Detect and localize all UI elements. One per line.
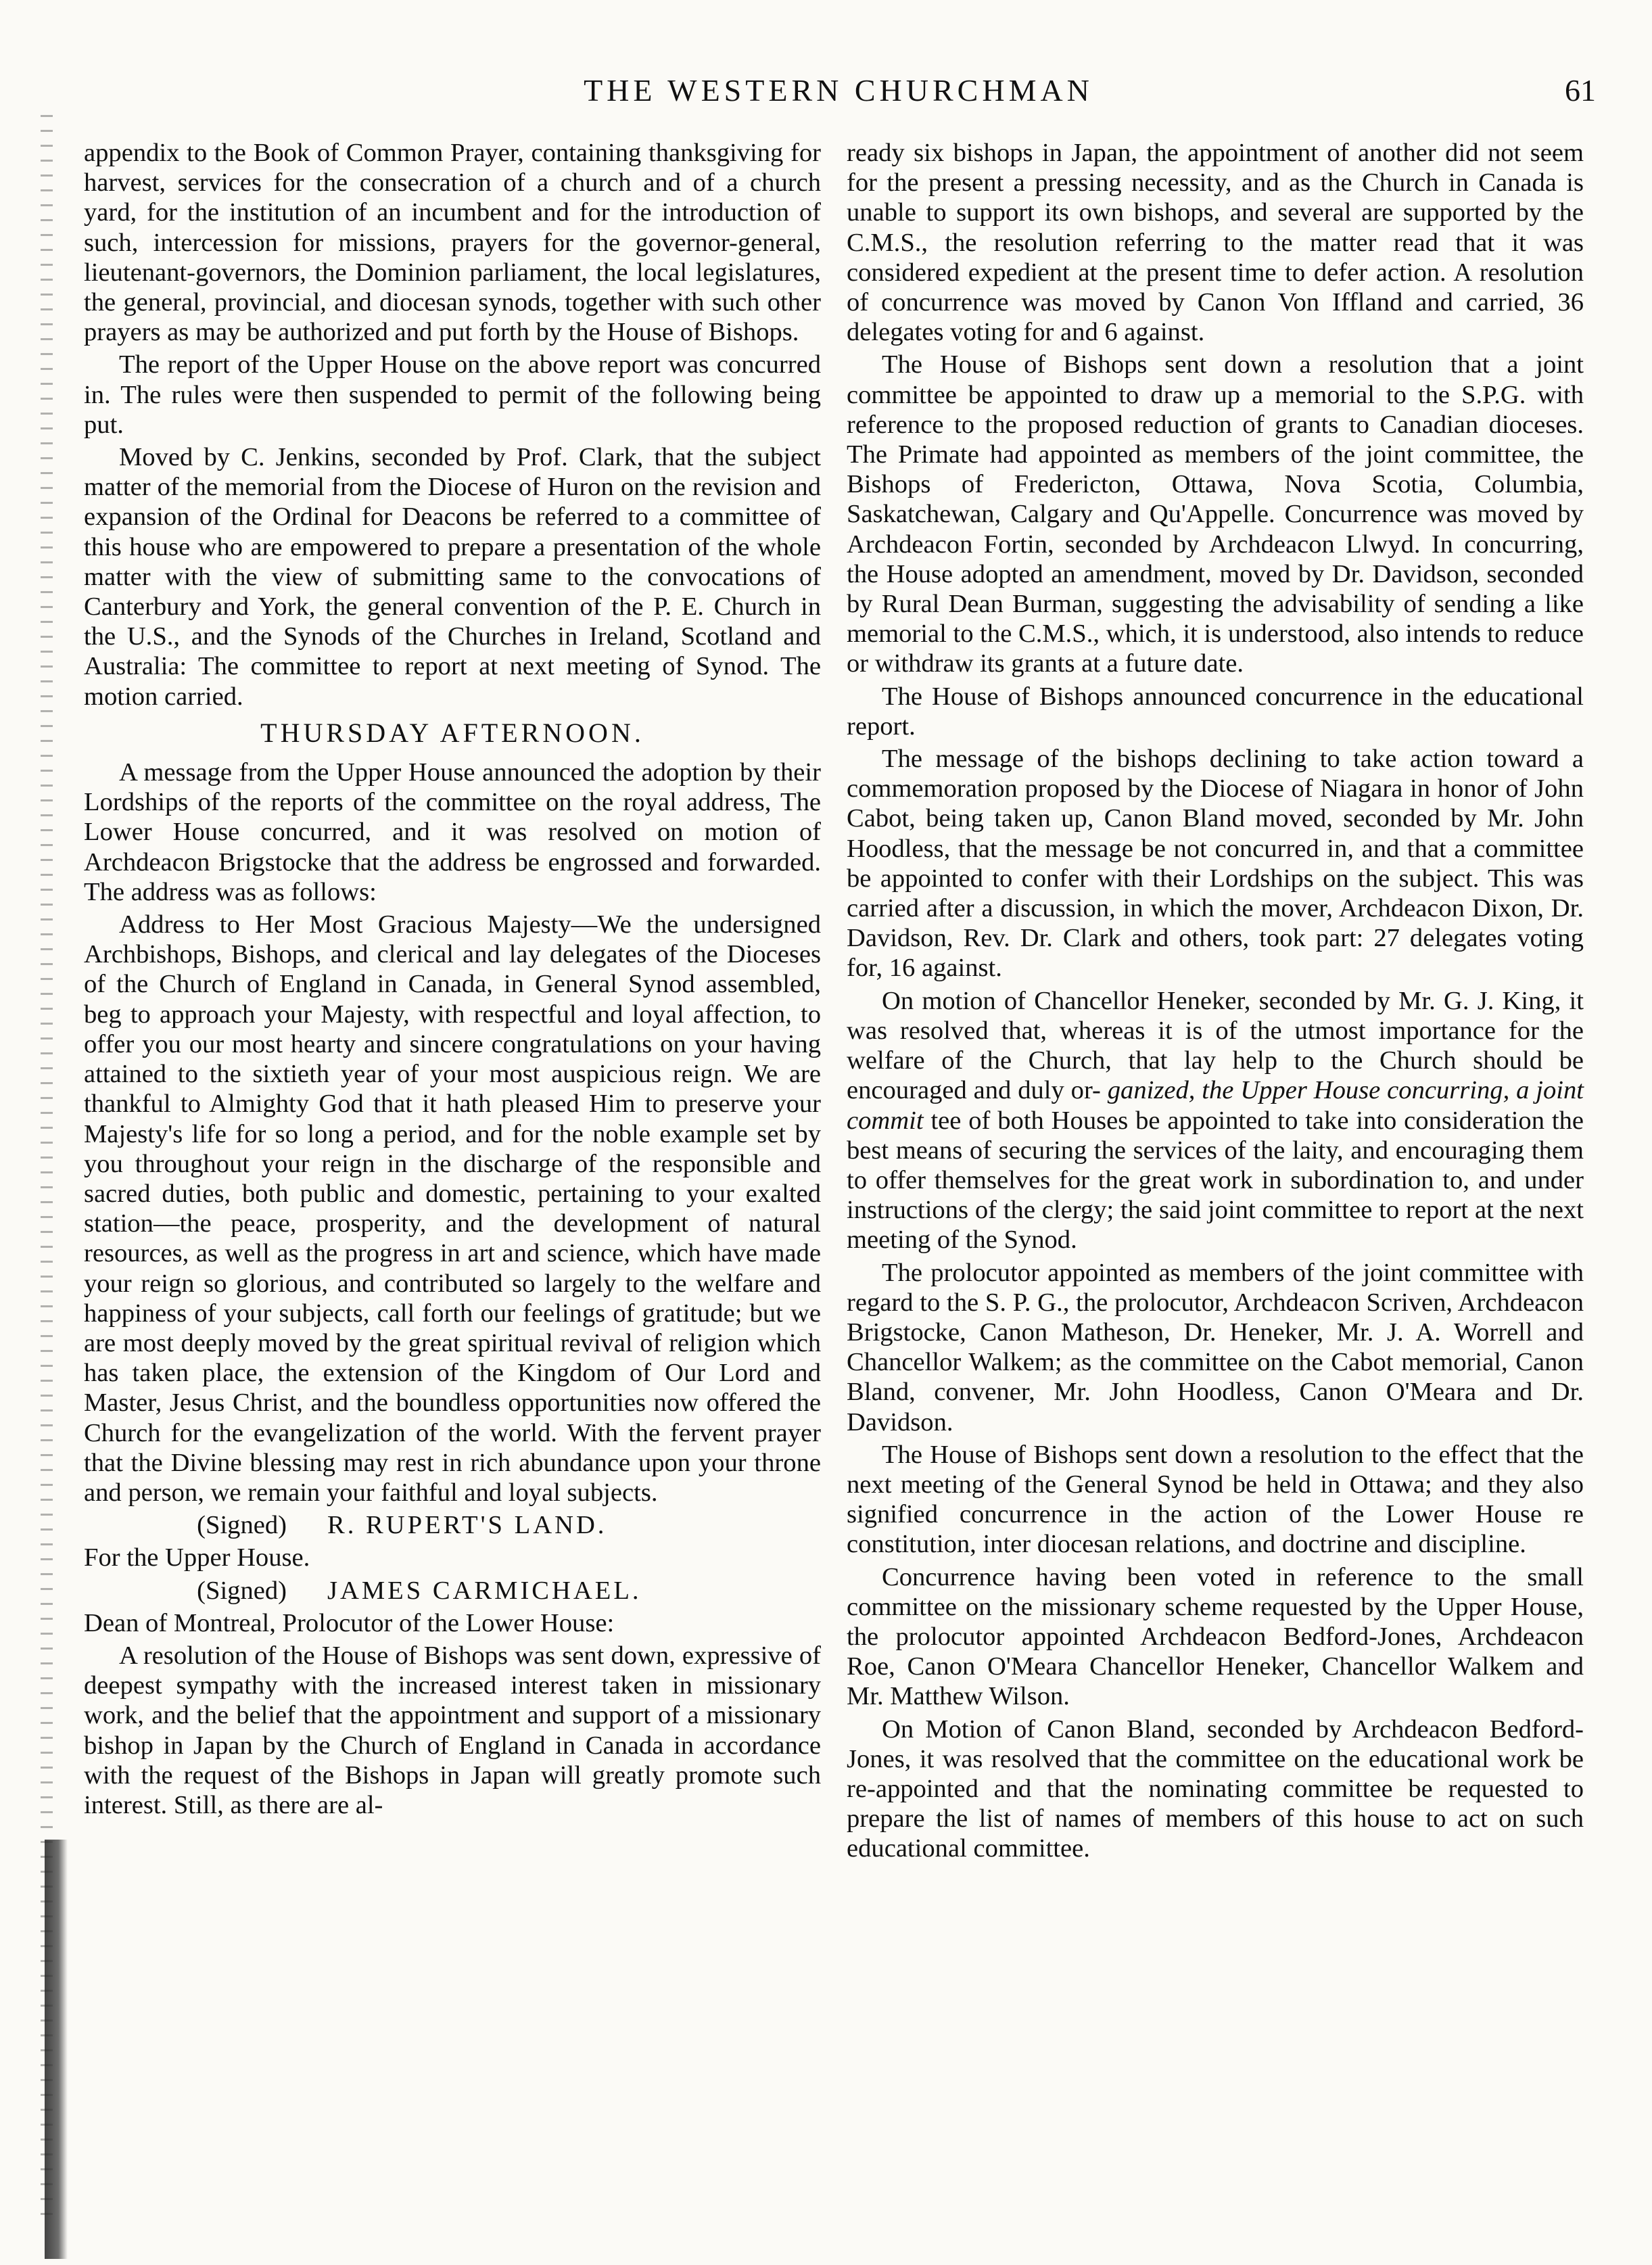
signer-name: JAMES CARMICHAEL. bbox=[327, 1576, 642, 1605]
signature-caption: For the Upper House. bbox=[84, 1543, 310, 1572]
paragraph-italic-text: ganized, the Upper House concurring, a joint commit bbox=[847, 1076, 1584, 1135]
signed-label: (Signed) bbox=[197, 1576, 287, 1605]
signed-label: (Signed) bbox=[197, 1511, 287, 1540]
paragraph: Concurrence having been voted in reference to the small committee on the missionary scheme requested by the Upper House, the prolocutor appointed Archdeacon Bedford-Jones, Archdeacon Roe, Canon O'Meara Chancellor Heneker, Chancellor Walkem and Mr. Matthew Wilson. bbox=[847, 1562, 1584, 1711]
paragraph: The House of Bishops sent down a resolution to the effect that the next meeting of the General Synod be held in Ottawa; and they also signified concurrence in the action of the Lower House re constitution, inter diocesan relations, and doctrine and discipline. bbox=[847, 1440, 1584, 1559]
right-column bbox=[847, 138, 1584, 1867]
paragraph: A message from the Upper House announced the adoption by their Lordships of the reports of the committee on the royal address, The Lower House concurred, and it was resolved on motion of Archdeacon Brigstocke that the address be engrossed and forwarded. The address was as follows: bbox=[84, 758, 821, 906]
paragraph: appendix to the Book of Common Prayer, containing thanksgiving for harvest, services for the consecration of a church and of a church yard, for the institution of an incumbent and for the introduction of such, intercession for missions, prayers for the governor-general, lieutenant-governors, the Dominion parliament, the local legislatures, the general, provincial, and diocesan synods, together with such other prayers as may be authorized and put forth by the House of Bishops. bbox=[84, 139, 821, 347]
binding-edge-dark bbox=[45, 1840, 68, 2259]
paragraph: A resolution of the House of Bishops was sent down, expressive of deepest sympathy with the increased interest taken in missionary work, and the belief that the appointment and support of a missionary bishop in Japan by the Church of England in Canada in accordance with the request of the Bishops in Japan will greatly promote such interest. Still, as there are al- bbox=[84, 1641, 821, 1819]
signer-name: R. RUPERT'S LAND. bbox=[327, 1511, 607, 1540]
paragraph bbox=[847, 986, 1584, 1255]
paragraph: On Motion of Canon Bland, seconded by Archdeacon Bedford-Jones, it was resolved that the committee on the educational work be re-appointed and that the nominating committee be requested to prepare the list of names of members of this house to act on such educational committee. bbox=[847, 1714, 1584, 1863]
section-heading: THURSDAY AFTERNOON. bbox=[260, 717, 644, 748]
paragraph: Moved by C. Jenkins, seconded by Prof. Clark, that the subject matter of the memorial from the Diocese of Huron on the revision and expansion of the Ordinal for Deacons be referred to a committee of this house who are empowered to prepare a presentation of the whole matter with the view of submitting same to the convocations of Canterbury and York, the general convention of the P. E. Church in the U.S., and the Synods of the Churches in Ireland, Scotland and Australia: The committee to report at next meeting of Synod. The motion carried. bbox=[84, 443, 821, 711]
paragraph: The message of the bishops declining to take action toward a commemoration proposed by the Diocese of Niagara in honor of John Cabot, being taken up, Canon Bland moved, seconded by Mr. John Hoodless, that the message be not concurred in, and that a committee be appointed to confer with their Lordships on the subject. This was carried after a discussion, in which the mover, Archdeacon Dixon, Dr. Davidson, Rev. Dr. Clark and others, took part: 27 delegates voting for, 16 against. bbox=[847, 745, 1584, 983]
paragraph-text: tee of both Houses be appointed to take into consideration the best means of securing the services of the laity, and encouraging them to offer themselves for the great work in subordination to, and under instructions of the clergy; the said joint committee to report at the next meeting of the Synod. bbox=[847, 1106, 1584, 1255]
left-column bbox=[84, 138, 821, 1823]
publication-title: THE WESTERN CHURCHMAN bbox=[584, 73, 1093, 108]
signature-line bbox=[84, 1510, 821, 1540]
paragraph-text: On motion of Chancellor Heneker, seconded by Mr. G. J. King, it was resolved that, whereas it is of the utmost importance for the welfare of the Church, that lay help to the Church should be encouraged and duly or- bbox=[847, 986, 1584, 1105]
page-number: 61 bbox=[1565, 73, 1596, 108]
signature-caption: Dean of Montreal, Prolocutor of the Lower House: bbox=[84, 1608, 615, 1637]
running-head bbox=[81, 70, 1596, 111]
paragraph: The report of the Upper House on the above report was concurred in. The rules were then suspended to permit of the following being put. bbox=[84, 350, 821, 439]
paragraph: The prolocutor appointed as members of the joint committee with regard to the S. P. G., the prolocutor, Archdeacon Scriven, Archdeacon Brigstocke, Canon Matheson, Dr. Heneker, Mr. J. A. Worrell and Chancellor Walkem; as the committee on the Cabot memorial, Canon Bland, convener, Mr. John Hoodless, Canon O'Meara and Dr. Davidson. bbox=[847, 1258, 1584, 1437]
paragraph: Address to Her Most Gracious Majesty—We the undersigned Archbishops, Bishops, and clerical and lay delegates of the Dioceses of the Church of England in Canada, in General Synod assembled, beg to approach your Majesty, with respectful and loyal affection, to offer you our most hearty and sincere congratulations on your having attained to the sixtieth year of your most auspicious reign. We are thankful to Almighty God that it hath pleased Him to preserve your Majesty's life for so long a period, and for the noble example set by you throughout your reign in the discharge of the responsible and sacred duties, both public and domestic, pertaining to your exalted station—the peace, prosperity, and the development of natural resources, as well as the progress in art and science, which have made your reign so glorious, and contributed so largely to the welfare and happiness of your subjects, call forth our feelings of gratitude; but we are most deeply moved by the great spiritual revival of religion which has taken place, the extension of the Kingdom of Our Lord and Master, Jesus Christ, and the boundless opportunities now offered the Church for the evangelization of the world. With the fervent prayer that the Divine blessing may rest in rich abundance upon your throne and person, we remain your faithful and loyal subjects. bbox=[84, 910, 821, 1507]
paragraph: The House of Bishops sent down a resolution that a joint committee be appointed to draw up a memorial to the S.P.G. with reference to the proposed reduction of grants to Canadian dioceses. The Primate had appointed as members of the joint committee, the Bishops of Fredericton, Ottawa, Nova Scotia, Columbia, Saskatchewan, Calgary and Qu'Appelle. Concurrence was moved by Archdeacon Fortin, seconded by Archdeacon Llwyd. In concurring, the House adopted an amendment, moved by Dr. Davidson, seconded by Rural Dean Burman, suggesting the advisability of sending a like memorial to the C.M.S., which, it is understood, also intends to reduce or withdraw its grants at a future date. bbox=[847, 350, 1584, 678]
paragraph: ready six bishops in Japan, the appointment of another did not seem for the present a pressing necessity, and as the Church in Canada is unable to support its own bishops, and several are supported by the C.M.S., the resolution referring to the matter read that it was considered expedient at the present time to defer action. A resolution of concurrence was moved by Canon Von Iffland and carried, 36 delegates voting for and 6 against. bbox=[847, 139, 1584, 347]
paragraph: The House of Bishops announced concurrence in the educational report. bbox=[847, 682, 1584, 741]
signature-line bbox=[84, 1576, 821, 1606]
